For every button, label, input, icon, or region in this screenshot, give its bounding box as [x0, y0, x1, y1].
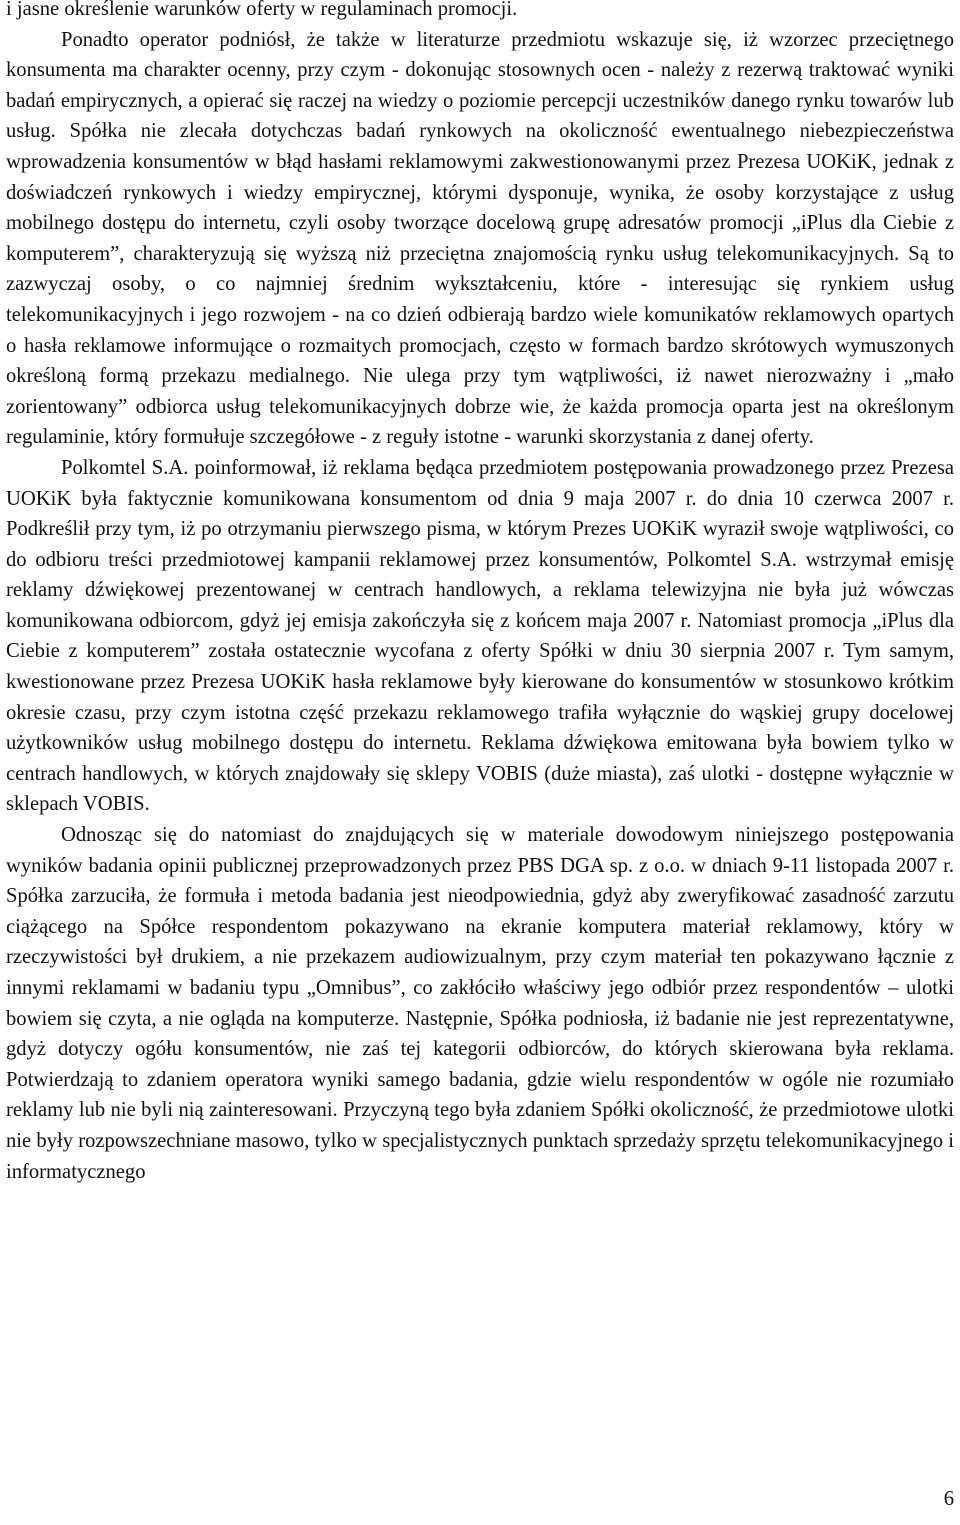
page-number: 6 — [943, 1488, 954, 1510]
document-page — [6, 0, 954, 1187]
paragraph-4: Odnosząc się do natomiast do znajdujących się w materiale dowodowym niniejszego postępowania wyników badania opinii publicznej przeprowadzonych przez PBS DGA sp. z o.o. w dniach 9-11 listopada 2007 r. Spółka zarzuciła, że formuła i metoda badania jest nieodpowiednia, gdyż aby zweryfikować zasadność zarzutu ciążącego na Spółce respondentom pokazywano na ekranie komputera materiał reklamowy, który w rzeczywistości był drukiem, a nie przekazem audiowizualnym, przy czym materiał ten pokazywano łącznie z innymi reklamami w badaniu typu „Omnibus”, co zakłóciło właściwy jego odbiór przez respondentów – ulotki bowiem się czyta, a nie ogląda na komputerze. Następnie, Spółka podniosła, iż badanie nie jest reprezentatywne, gdyż dotyczy ogółu konsumentów, nie zaś tej kategorii odbiorców, do których skierowana była reklama. Potwierdzają to zdaniem operatora wyniki samego badania, gdzie wielu respondentów w ogóle nie rozumiało reklamy lub nie byli nią zainteresowani. Przyczyną tego była zdaniem Spółki okoliczność, że przedmiotowe ulotki nie były rozpowszechniane masowo, tylko w specjalistycznych punktach sprzedaży sprzętu telekomunikacyjnego i informatycznego — [6, 824, 954, 1183]
paragraph-1: i jasne określenie warunków oferty w regulaminach promocji. — [6, 0, 518, 20]
paragraph-2: Ponadto operator podniósł, że także w literaturze przedmiotu wskazuje się, iż wzorzec przeciętnego konsumenta ma charakter ocenny, przy czym - dokonując stosownych ocen - należy z rezerwą traktować wyniki badań empirycznych, a opierać się raczej na wiedzy o poziomie percepcji uczestników danego rynku towarów lub usług. Spółka nie zlecała dotychczas badań rynkowych na okoliczność ewentualnego niebezpieczeństwa wprowadzenia konsumentów w błąd hasłami reklamowymi zakwestionowanymi przez Prezesa UOKiK, jednak z doświadczeń rynkowych i wiedzy empirycznej, którymi dysponuje, wynika, że osoby korzystające z usług mobilnego dostępu do internetu, czyli osoby tworzące docelową grupę adresatów promocji „iPlus dla Ciebie z komputerem”, charakteryzują się wyższą niż przeciętna znajomością rynku usług telekomunikacyjnych. Są to zazwyczaj osoby, o co najmniej średnim wykształceniu, które - interesując się rynkiem usług telekomunikacyjnych i jego rozwojem - na co dzień odbierają bardzo wiele komunikatów reklamowych opartych o hasła reklamowe informujące o rozmaitych promocjach, często w formach bardzo skrótowych wymuszonych określoną formą przekazu medialnego. Nie ulega przy tym wątpliwości, iż nawet nierozważny i „mało zorientowany” odbiorca usług telekomunikacyjnych dobrze wie, że każda promocja oparta jest na określonym regulaminie, który formułuje szczegółowe - z reguły istotne - warunki skorzystania z danej oferty. — [6, 28, 954, 449]
paragraph-3: Polkomtel S.A. poinformował, iż reklama będąca przedmiotem postępowania prowadzonego przez Prezesa UOKiK była faktycznie komunikowana konsumentom od dnia 9 maja 2007 r. do dnia 10 czerwca 2007 r. Podkreślił przy tym, iż po otrzymaniu pierwszego pisma, w którym Prezes UOKiK wyraził swoje wątpliwości, co do odbioru treści przedmiotowej kampanii reklamowej przez konsumentów, Polkomtel S.A. wstrzymał emisję reklamy dźwiękowej prezentowanej w centrach handlowych, a reklama telewizyjna nie była już wówczas komunikowana odbiorcom, gdyż jej emisja zakończyła się z końcem maja 2007 r. Natomiast promocja „iPlus dla Ciebie z komputerem” została ostatecznie wycofana z oferty Spółki w dniu 30 sierpnia 2007 r. Tym samym, kwestionowane przez Prezesa UOKiK hasła reklamowe były kierowane do konsumentów w stosunkowo krótkim okresie czasu, przy czym istotna część przekazu reklamowego trafiła wyłącznie do wąskiej grupy docelowej użytkowników usług mobilnego dostępu do internetu. Reklama dźwiękowa emitowana była bowiem tylko w centrach handlowych, w których znajdowały się sklepy VOBIS (duże miasta), zaś ulotki - dostępne wyłącznie w sklepach VOBIS. — [6, 456, 954, 816]
